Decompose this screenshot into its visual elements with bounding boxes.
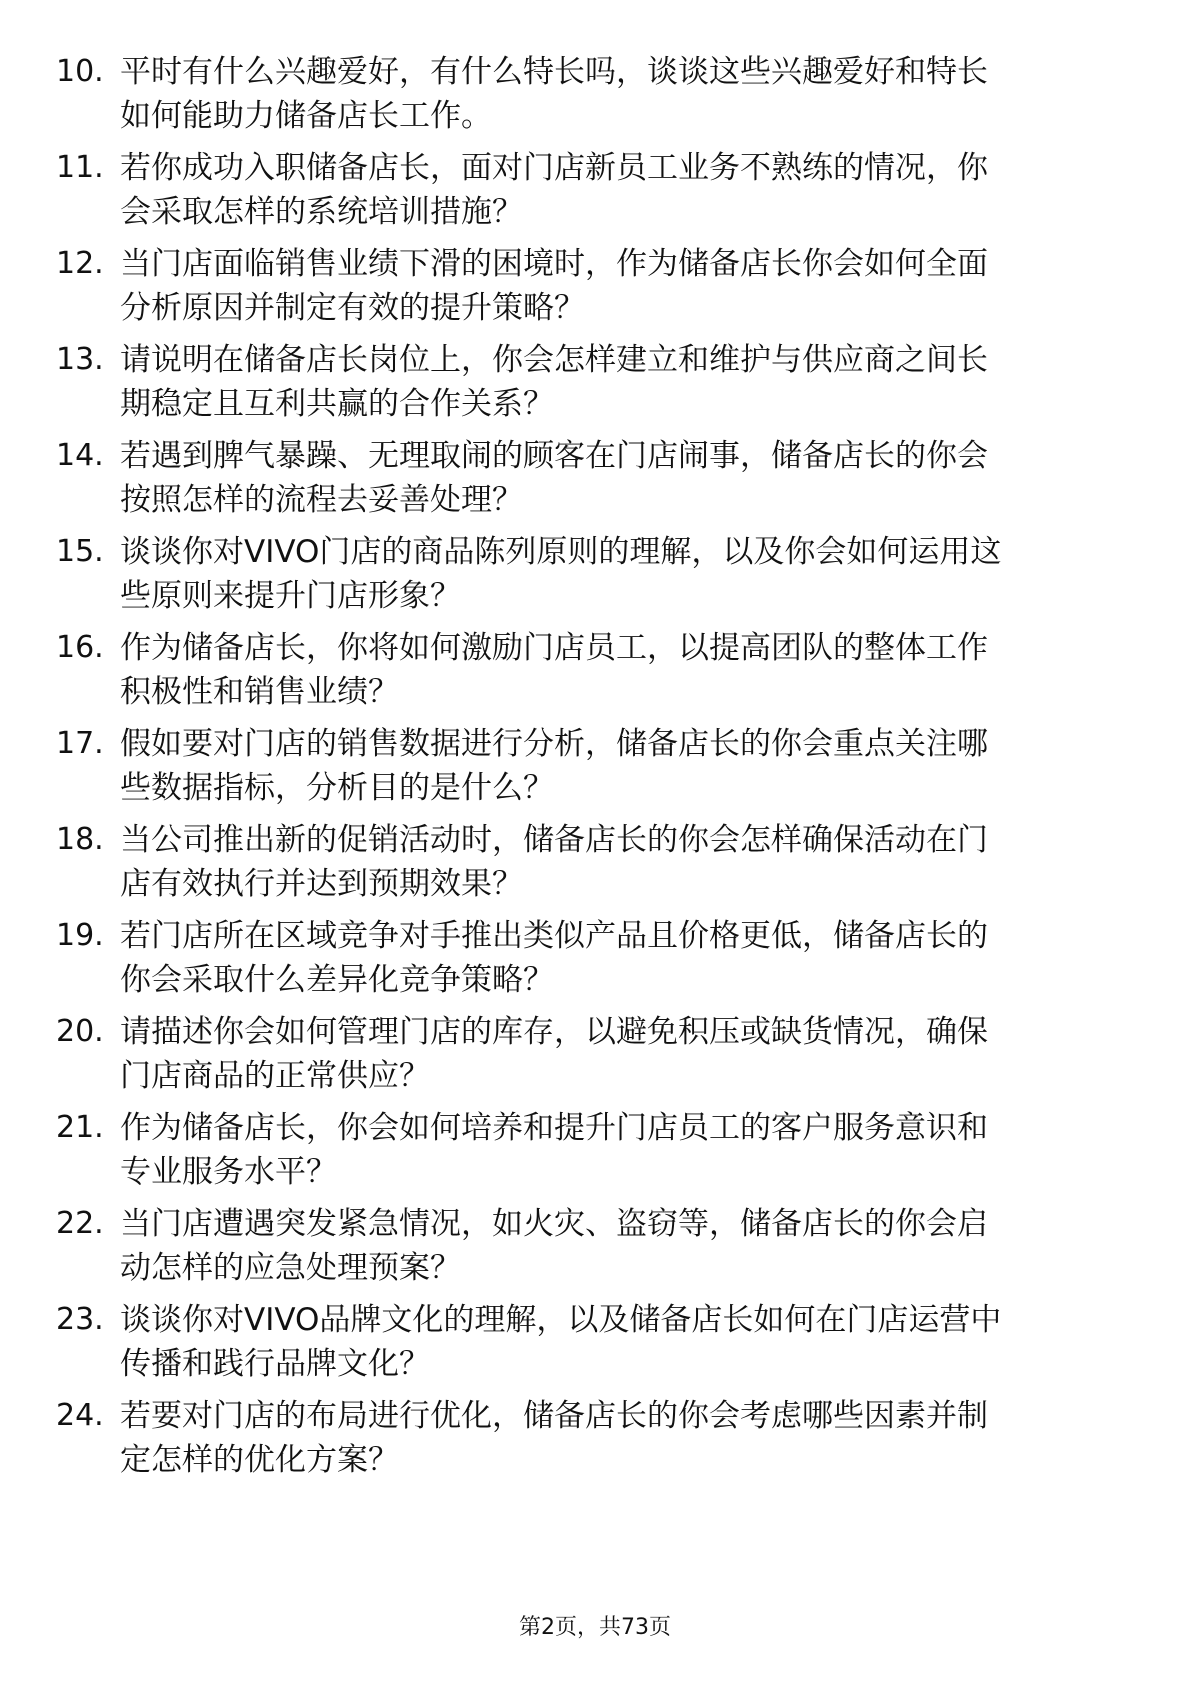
question-text <box>120 722 1136 810</box>
question-text <box>120 818 1136 906</box>
question-text-line: 请描述你会如何管理门店的库存，以避免积压或缺货情况，确保 <box>120 1014 988 1050</box>
question-item <box>56 626 1136 722</box>
question-text <box>120 242 1136 330</box>
question-text <box>120 914 1136 1002</box>
question-item <box>56 1106 1136 1202</box>
question-number: 21. <box>56 1110 104 1145</box>
question-item <box>56 242 1136 338</box>
question-number: 10. <box>56 54 104 89</box>
question-number: 14. <box>56 438 104 473</box>
question-item <box>56 1202 1136 1298</box>
question-item <box>56 338 1136 434</box>
question-text-line: 若你成功入职储备店长，面对门店新员工业务不熟练的情况，你 <box>120 150 988 186</box>
question-item <box>56 434 1136 530</box>
question-number: 23. <box>56 1302 104 1337</box>
question-text-line: 当门店面临销售业绩下滑的困境时，作为储备店长你会如何全面 <box>120 246 988 282</box>
question-number: 18. <box>56 822 104 857</box>
question-text <box>120 434 1136 522</box>
question-text-line: 当门店遭遇突发紧急情况，如火灾、盗窃等，储备店长的你会启 <box>120 1206 988 1242</box>
question-text-line: 店有效执行并达到预期效果？ <box>120 866 523 902</box>
question-text-line: 积极性和销售业绩？ <box>120 674 399 710</box>
question-item <box>56 722 1136 818</box>
question-list <box>56 50 1136 1490</box>
question-item <box>56 530 1136 626</box>
question-text-line: 门店商品的正常供应？ <box>120 1058 430 1094</box>
question-item <box>56 818 1136 914</box>
question-text <box>120 1010 1136 1098</box>
question-text-line: 若门店所在区域竞争对手推出类似产品且价格更低，储备店长的 <box>120 918 988 954</box>
question-text-line: 动怎样的应急处理预案？ <box>120 1250 461 1286</box>
question-number: 22. <box>56 1206 104 1241</box>
question-text-line: 传播和践行品牌文化？ <box>120 1346 430 1382</box>
question-item <box>56 146 1136 242</box>
question-text-line: 平时有什么兴趣爱好，有什么特长吗，谈谈这些兴趣爱好和特长 <box>120 54 988 90</box>
question-number: 20. <box>56 1014 104 1049</box>
question-text <box>120 50 1136 138</box>
question-text <box>120 146 1136 234</box>
question-number: 15. <box>56 534 104 569</box>
question-text <box>120 530 1136 618</box>
question-text-line: 会采取怎样的系统培训措施？ <box>120 194 523 230</box>
question-item <box>56 1394 1136 1490</box>
question-text <box>120 338 1136 426</box>
question-text-line: 你会采取什么差异化竞争策略？ <box>120 962 554 998</box>
question-text-line: 定怎样的优化方案？ <box>120 1442 399 1478</box>
question-text-line: 专业服务水平？ <box>120 1154 337 1190</box>
question-item <box>56 1010 1136 1106</box>
question-text-line: 若要对门店的布局进行优化，储备店长的你会考虑哪些因素并制 <box>120 1398 988 1434</box>
question-item <box>56 50 1136 146</box>
question-text-line: 些原则来提升门店形象？ <box>120 578 461 614</box>
question-number: 16. <box>56 630 104 665</box>
question-text-line: 谈谈你对VIVO门店的商品陈列原则的理解，以及你会如何运用这 <box>120 534 1002 570</box>
question-text-line: 当公司推出新的促销活动时，储备店长的你会怎样确保活动在门 <box>120 822 988 858</box>
question-text-line: 请说明在储备店长岗位上，你会怎样建立和维护与供应商之间长 <box>120 342 988 378</box>
question-text-line: 期稳定且互利共赢的合作关系？ <box>120 386 554 422</box>
question-number: 24. <box>56 1398 104 1433</box>
question-text-line: 若遇到脾气暴躁、无理取闹的顾客在门店闹事，储备店长的你会 <box>120 438 988 474</box>
question-item <box>56 914 1136 1010</box>
question-text-line: 谈谈你对VIVO品牌文化的理解，以及储备店长如何在门店运营中 <box>120 1302 1002 1338</box>
question-text <box>120 1106 1136 1194</box>
question-text <box>120 1298 1136 1386</box>
page-footer: 第2页，共73页 <box>519 1615 671 1640</box>
question-text-line: 些数据指标，分析目的是什么？ <box>120 770 554 806</box>
question-item <box>56 1298 1136 1394</box>
question-number: 13. <box>56 342 104 377</box>
question-text <box>120 626 1136 714</box>
question-text-line: 如何能助力储备店长工作。 <box>120 98 492 134</box>
question-text <box>120 1394 1136 1482</box>
question-number: 17. <box>56 726 104 761</box>
question-text-line: 作为储备店长，你将如何激励门店员工，以提高团队的整体工作 <box>120 630 988 666</box>
question-text-line: 作为储备店长，你会如何培养和提升门店员工的客户服务意识和 <box>120 1110 988 1146</box>
question-text <box>120 1202 1136 1290</box>
question-number: 19. <box>56 918 104 953</box>
question-text-line: 按照怎样的流程去妥善处理？ <box>120 482 523 518</box>
question-number: 11. <box>56 150 104 185</box>
question-number: 12. <box>56 246 104 281</box>
question-text-line: 假如要对门店的销售数据进行分析，储备店长的你会重点关注哪 <box>120 726 988 762</box>
question-text-line: 分析原因并制定有效的提升策略？ <box>120 290 585 326</box>
